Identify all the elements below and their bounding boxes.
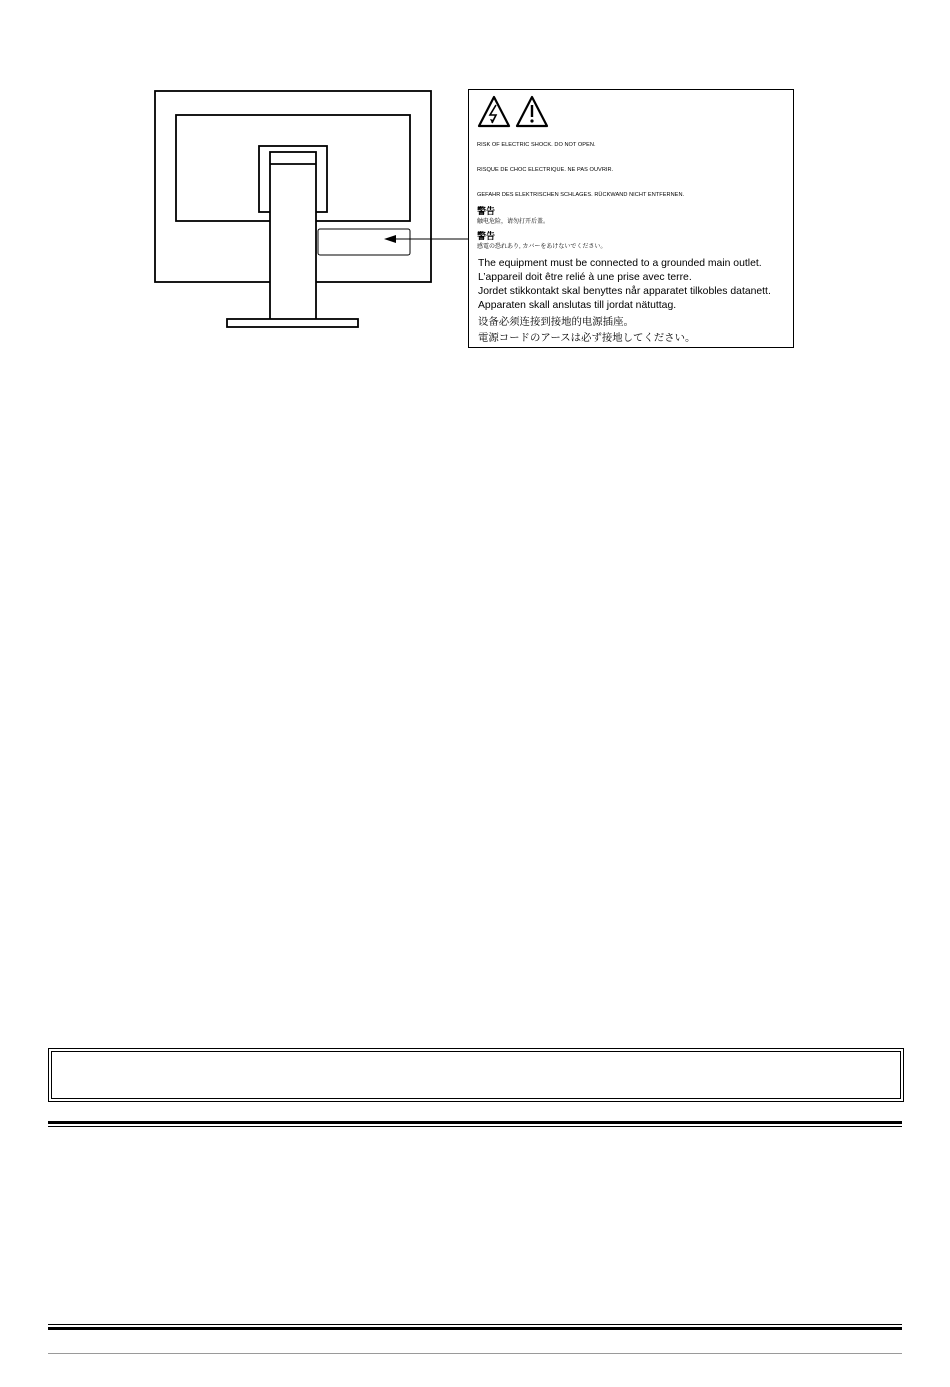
ground-notice-zh: 设备必须连接到接地的电源插座。 — [478, 317, 634, 328]
notice-box — [48, 1048, 904, 1102]
stand-column — [270, 152, 316, 320]
warning-ja-text: 感電の恐れあり, カバーをあけないでください。 — [477, 244, 607, 250]
warning-icons — [477, 95, 549, 129]
stand-base — [227, 319, 358, 327]
section-rule-top-thick — [48, 1121, 902, 1124]
ground-notice-ja: 電源コードのアースは必ず接地してください。 — [478, 333, 696, 344]
label-location-box — [318, 229, 410, 255]
section-rule-bottom-thin — [48, 1324, 902, 1325]
warning-ja-heading: 警告 — [477, 231, 496, 241]
shock-warning-fr: RISQUE DE CHOC ELECTRIQUE. NE PAS OUVRIR. — [477, 167, 614, 173]
electric-shock-warning-icon — [479, 97, 509, 126]
footer-hairline — [48, 1353, 902, 1354]
section-rule-bottom-thick — [48, 1327, 902, 1330]
general-warning-icon — [517, 97, 547, 126]
warning-zh-heading: 警告 — [477, 206, 496, 216]
ground-notice-no: Jordet stikkontakt skal benyttes når apparatet tilkobles datanett. — [478, 286, 771, 297]
shock-warning-de: GEFAHR DES ELEKTRISCHEN SCHLAGES. RÜCKWAND NICHT ENTFERNEN. — [477, 192, 685, 198]
ground-notice-en: The equipment must be connected to a grounded main outlet. — [478, 258, 762, 269]
section-rule-top-thin — [48, 1126, 902, 1127]
warning-zh-text: 触电危险，请勿打开后盖。 — [477, 219, 550, 225]
warning-label-panel — [468, 89, 794, 348]
ground-notice-sv: Apparaten skall anslutas till jordat nätuttag. — [478, 300, 677, 311]
ground-notice-fr: L’appareil doit être relié à une prise avec terre. — [478, 272, 692, 283]
shock-warning-en: RISK OF ELECTRIC SHOCK. DO NOT OPEN. — [477, 142, 596, 148]
notice-box-inner — [51, 1051, 901, 1099]
